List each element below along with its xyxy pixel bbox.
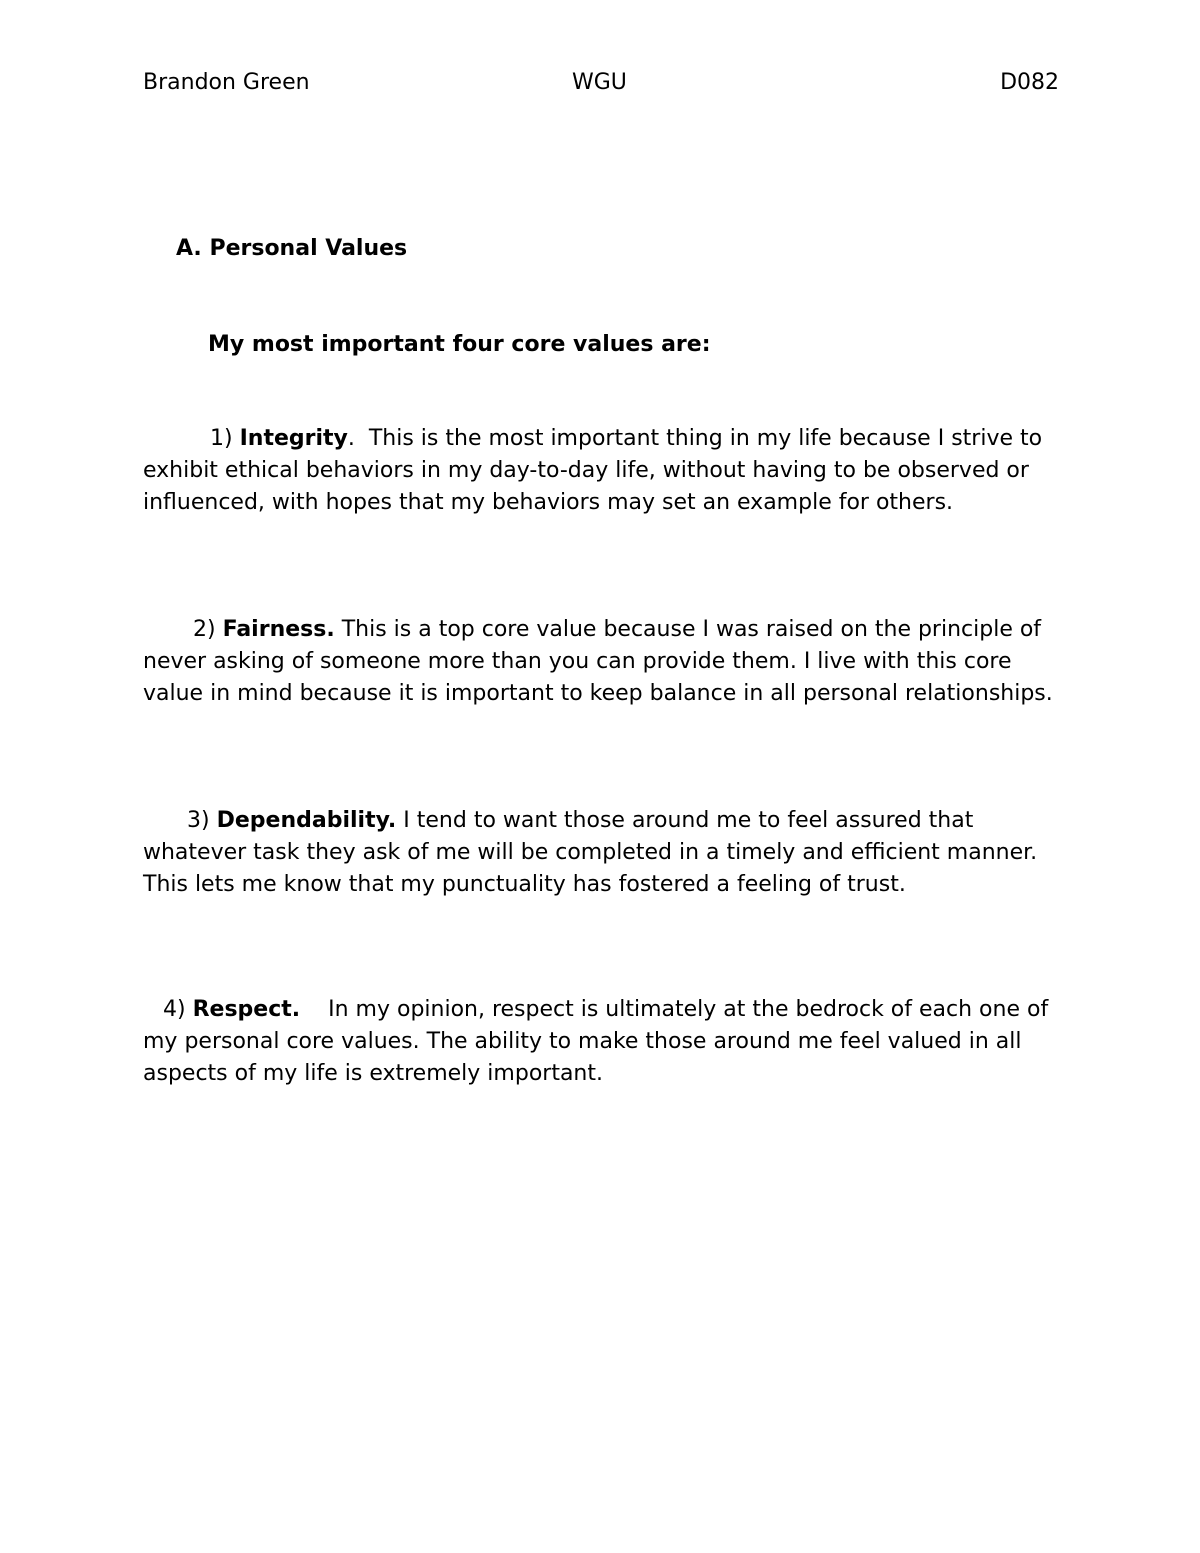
value-text: This is a top core value because I was raised on the principle of never asking of someone more than you can provide them. I live with this core value in mind because it is important to keep balance in all personal relationships. bbox=[143, 617, 1053, 706]
section-heading: A. Personal Values bbox=[176, 236, 408, 261]
header-institution: WGU bbox=[572, 70, 627, 95]
value-number: 4) bbox=[163, 997, 186, 1022]
value-paragraph-integrity bbox=[143, 423, 1063, 519]
page-header bbox=[143, 70, 1059, 100]
value-paragraph-dependability bbox=[143, 805, 1063, 901]
value-name: Dependability. bbox=[216, 808, 397, 833]
value-paragraph-fairness bbox=[143, 614, 1063, 710]
value-number: 1) bbox=[210, 426, 233, 451]
value-text: This is the most important thing in my life because I strive to exhibit ethical behaviors in my day-to-day life, without having to be observed or influenced, with hopes that my behaviors may set an example for others. bbox=[143, 426, 1050, 515]
value-name: Fairness. bbox=[222, 617, 335, 642]
value-name-punct: . bbox=[347, 426, 355, 451]
header-course: D082 bbox=[1000, 70, 1059, 95]
intro-line: My most important four core values are: bbox=[208, 332, 711, 357]
value-text: In my opinion, respect is ultimately at the bedrock of each one of my personal core values. The ability to make those around me feel valued in all aspects of my life is extremely important. bbox=[143, 997, 1056, 1086]
value-number: 3) bbox=[187, 808, 210, 833]
value-name: Respect. bbox=[192, 997, 301, 1022]
value-name: Integrity bbox=[239, 426, 348, 451]
value-paragraph-respect bbox=[143, 994, 1063, 1090]
value-number: 2) bbox=[193, 617, 216, 642]
header-author: Brandon Green bbox=[143, 70, 310, 95]
value-text: I tend to want those around me to feel assured that whatever task they ask of me will be completed in a timely and efficient manner. This lets me know that my punctuality has fostered a feeling of trust. bbox=[143, 808, 1045, 897]
